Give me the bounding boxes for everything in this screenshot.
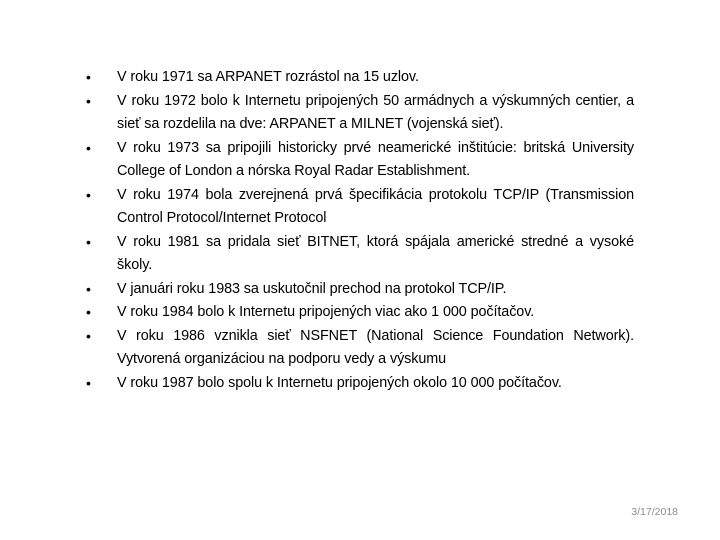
bullet-icon: •: [86, 139, 91, 156]
bullet-item: [86, 301, 634, 325]
bullet-text: V roku 1986 vznikla sieť NSFNET (National Science Foundation Network). Vytvorená organizáciou na podporu vedy a výskumu: [117, 327, 634, 367]
bullet-item: [86, 278, 634, 302]
bullet-item: [86, 66, 634, 90]
bullet-icon: •: [86, 304, 91, 320]
bullet-icon: •: [86, 186, 91, 203]
bullet-text: V januári roku 1983 sa uskutočnil prechod na protokol TCP/IP.: [117, 280, 507, 297]
bullet-icon: •: [86, 233, 91, 250]
bullet-icon: •: [86, 280, 91, 297]
bullet-item: [86, 137, 634, 184]
bullet-icon: •: [86, 92, 91, 109]
bullet-text: V roku 1971 sa ARPANET rozrástol na 15 uzlov.: [117, 69, 419, 85]
bullet-item: [86, 90, 634, 137]
bullet-text: V roku 1974 bola zverejnená prvá špecifikácia protokolu TCP/IP (Transmission Control Protocol/Internet Protocol: [117, 186, 634, 226]
bullet-icon: •: [86, 374, 91, 391]
footer-date: 3/17/2018: [631, 506, 678, 518]
bullet-icon: •: [86, 327, 91, 344]
bullet-text: V roku 1987 bolo spolu k Internetu pripojených okolo 10 000 počítačov.: [117, 374, 562, 391]
bullet-item: [86, 184, 634, 231]
bullet-item: [86, 372, 634, 396]
bullet-icon: •: [86, 69, 91, 85]
bullet-text: V roku 1973 sa pripojili historicky prvé neamerické inštitúcie: britská University College of London a nórska Royal Radar Establishment.: [117, 139, 634, 179]
bullet-item: [86, 325, 634, 372]
bullet-text: V roku 1981 sa pridala sieť BITNET, ktorá spájala americké stredné a vysoké školy.: [117, 233, 634, 273]
bullet-item: [86, 231, 634, 278]
bullet-text: V roku 1972 bolo k Internetu pripojených 50 armádnych a výskumných centier, a sieť sa rozdelila na dve: ARPANET a MILNET (vojenská sieť).: [117, 92, 634, 132]
bullet-list: [86, 66, 634, 395]
bullet-text: V roku 1984 bolo k Internetu pripojených viac ako 1 000 počítačov.: [117, 304, 535, 320]
